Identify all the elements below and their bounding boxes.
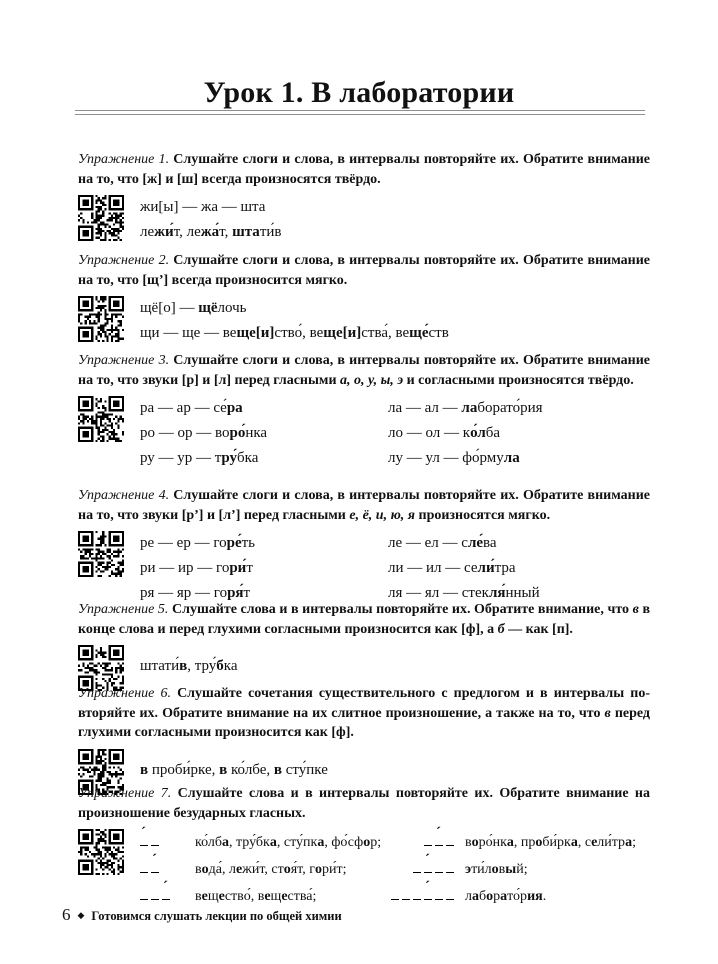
exercise-instruction [78, 351, 650, 390]
example-line: ря — яр — горя́т [140, 585, 251, 601]
stressed-syllable-dash [162, 888, 170, 900]
qr-code [78, 531, 124, 577]
syllable-dash [446, 888, 454, 900]
syllable-dash [413, 888, 421, 900]
example-columns [140, 531, 540, 606]
exercise-instruction [78, 784, 650, 823]
example-line: ло — ол — ко́лба [388, 425, 501, 441]
exercise-2 [78, 251, 650, 346]
example-line: ля — ял — стекля́нный [388, 585, 540, 601]
exercise-label: Упражнение 6. [78, 686, 178, 701]
example-line: ре — ер — горе́ть [140, 535, 256, 551]
exercise-instruction [78, 600, 650, 639]
running-title: Готовимся слушать лекции по общей химии [91, 909, 342, 923]
example-words: ко́лба, тру́бка, сту́пка, фо́сфор; [195, 835, 382, 850]
exercise-instruction-text: Слушайте сочетания существительного с предлогом и в интервалы повторяйте их. Обратите внимание на их слитное произношение, а также на то, что в перед глухими согласными произносится как [ф]. [78, 686, 650, 740]
example-column-2 [388, 531, 540, 606]
syllable-dash [151, 888, 159, 900]
example-line: щё[о] — щёлочь [140, 300, 247, 316]
example-line: лежи́т, лежа́т, штати́в [140, 224, 282, 240]
exercise-label: Упражнение 1. [78, 152, 174, 167]
example-lines [140, 645, 238, 679]
exercise-label: Упражнение 3. [78, 353, 174, 368]
page-title: Урок 1. В лаборатории [203, 76, 515, 110]
exercise-label: Упражнение 7. [78, 786, 178, 801]
diamond-icon: ◆ [77, 910, 85, 920]
stress-pattern [413, 862, 457, 877]
stress-pattern [140, 835, 162, 850]
exercise-3 [78, 351, 650, 471]
exercise-instruction [78, 150, 650, 189]
exercise-instruction [78, 251, 650, 290]
exercise-5 [78, 600, 650, 691]
example-line: ро — ор — воро́нка [140, 425, 268, 441]
example-line: жи[ы] — жа — шта [140, 199, 266, 215]
exercise-1 [78, 150, 650, 245]
example-column-1 [140, 531, 388, 606]
example-line: ру — ур — тру́бка [140, 450, 259, 466]
page-number: 6 [62, 905, 71, 924]
exercise-instruction-text: Слушайте слоги и слова, в интервалы повторяйте их. Обратите внимание на то, что [щ’] всегда произносится мягко. [78, 253, 651, 288]
stressed-syllable-dash [424, 888, 432, 900]
example-lines [140, 296, 449, 346]
exercise-instruction-text: Слушайте слоги и слова, в интервалы повторяйте их. Обратите внимание на то, что [ж] и [ш] всегда произносятся твёрдо. [78, 152, 651, 187]
stressed-syllable-dash [424, 861, 432, 873]
syllable-dash [446, 834, 454, 846]
pattern-cell-right [391, 829, 457, 856]
stress-pattern-grid [140, 829, 636, 910]
example-words: эти́ловый; [465, 862, 528, 877]
exercise-examples [78, 195, 650, 245]
page-footer [62, 905, 342, 925]
syllable-dash [151, 834, 159, 846]
title-divider-rule [75, 110, 645, 115]
exercise-label: Упражнение 4. [78, 488, 174, 503]
stress-pattern [140, 862, 162, 877]
qr-code [78, 829, 124, 875]
exercise-6 [78, 684, 650, 795]
stress-pattern [424, 835, 457, 850]
example-columns [140, 396, 543, 471]
syllable-dash [413, 861, 421, 873]
exercise-7 [78, 784, 650, 910]
exercise-4 [78, 486, 650, 606]
example-column-2 [388, 396, 543, 471]
example-lines [140, 195, 281, 245]
syllable-dash [140, 861, 148, 873]
pattern-cell-right [391, 856, 457, 883]
example-line: ла — ал — лаборато́рия [388, 400, 543, 416]
example-line: ле — ел — сле́ва [388, 535, 497, 551]
syllable-dash [391, 888, 399, 900]
syllable-dash [424, 834, 432, 846]
stressed-syllable-dash [151, 861, 159, 873]
exercise-examples [78, 296, 650, 346]
example-line: ра — ар — се́ра [140, 400, 243, 416]
exercise-instruction-text: Слушайте слоги и слова, в интервалы повторяйте их. Обратите внимание на то, что звуки [р’] и [л’] перед гласными е, ё, и, ю, я произносятся мягко. [78, 488, 651, 523]
exercise-examples [78, 531, 650, 606]
example-column-1 [140, 396, 388, 471]
example-lines [140, 749, 328, 783]
example-words: вода́, лежи́т, стоя́т, гори́т; [195, 862, 347, 877]
syllable-dash [435, 861, 443, 873]
stress-pattern [391, 889, 457, 904]
pattern-cell-right [391, 883, 457, 910]
example-words: лаборато́рия. [465, 889, 547, 904]
example-words: воро́нка, проби́рка, сели́тра; [465, 835, 636, 850]
syllable-dash [140, 888, 148, 900]
stress-pattern [140, 889, 173, 904]
example-line: ри — ир — гори́т [140, 560, 253, 576]
syllable-dash [402, 888, 410, 900]
qr-code [78, 195, 124, 241]
example-line: лу — ул — фо́рмула [388, 450, 520, 466]
example-words: вещество́, вещества́; [195, 889, 317, 904]
example-line: в проби́рке, в ко́лбе, в сту́пке [140, 761, 328, 778]
exercise-instruction-text: Слушайте слова и в интервалы повторяйте их. Обратите внимание, что в в конце слова и перед глухими согласными произносится как [ф], а б — как [п]. [78, 602, 651, 637]
example-line: ли — ил — сели́тра [388, 560, 516, 576]
qr-code [78, 396, 124, 442]
exercise-label: Упражнение 5. [78, 602, 173, 617]
example-line: штати́в, тру́бка [140, 658, 238, 674]
syllable-dash [435, 888, 443, 900]
example-line: щи — ще — веще[и]ство́, веще[и]ства́, веще́ств [140, 325, 449, 341]
stressed-syllable-dash [140, 834, 148, 846]
pattern-cell-left [140, 829, 195, 856]
exercise-instruction-text: Слушайте слоги и слова, в интервалы повторяйте их. Обратите внимание на то, что звуки [р] и [л] перед гласными а, о, у, ы, э и согласными произносятся твёрдо. [78, 353, 651, 388]
exercise-instruction [78, 486, 650, 525]
syllable-dash [446, 861, 454, 873]
exercise-label: Упражнение 2. [78, 253, 174, 268]
exercise-instruction [78, 684, 650, 743]
stressed-syllable-dash [435, 834, 443, 846]
exercise-instruction-text: Слушайте слова и в интервалы повторяйте их. Обратите внимание на произношение безударных гласных. [78, 786, 650, 821]
exercise-examples [78, 396, 650, 471]
exercise-examples [78, 829, 650, 910]
qr-code [78, 296, 124, 342]
